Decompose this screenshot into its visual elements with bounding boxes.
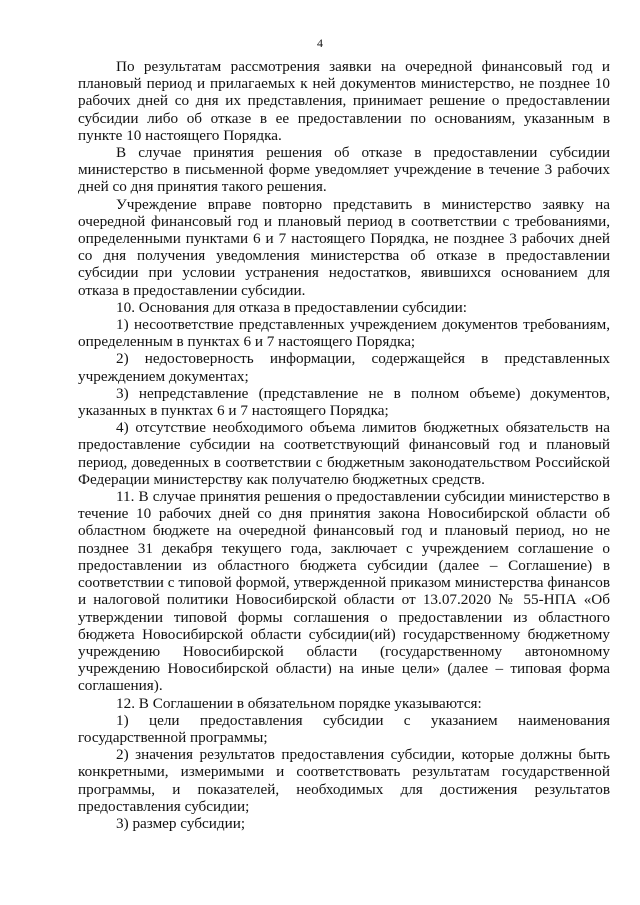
paragraph-section-11: 11. В случае принятия решения о предоставлении субсидии министерство в течение 10 рабочих дней со дня принятия закона Новосибирской области об областном бюджете на очередной финансовый год и плановый период, но не позднее 31 декабря текущего года, заключает с учреждением соглашение о предоставлении из областного бюджета субсидии (далее – Соглашение) в соответствии с типовой формой, утвержденной приказом министерства финансов и налоговой политики Новосибирской области от 13.07.2020 № 55-НПА «Об утверждении типовой формы соглашения о предоставлении из областного бюджета Новосибирской области субсидии(ий) государственному бюджетному учреждению Новосибирской области (государственному автономному учреждению Новосибирской области) на иные цели» (далее – типовая форма соглашения).	[78, 488, 610, 695]
paragraph-review-result: По результатам рассмотрения заявки на очередной финансовый год и плановый период и прилагаемых к ней документов министерство, не позднее 10 рабочих дней со дня их представления, принимает решение о предоставлении субсидии либо об отказе в ее предоставлении по основаниям, указанным в пункте 10 настоящего Порядка.	[78, 58, 610, 144]
list-item-10-2: 2) недостоверность информации, содержащейся в представленных учреждением документах;	[78, 350, 610, 385]
list-item-10-4: 4) отсутствие необходимого объема лимитов бюджетных обязательств на предоставление субсидии на соответствующий финансовый год и плановый период, доведенных в соответствии с бюджетным законодательством Российской Федерации министерству как получателю бюджетных средств.	[78, 419, 610, 488]
paragraph-section-10-heading: 10. Основания для отказа в предоставлении субсидии:	[116, 298, 467, 316]
list-item-12-3: 3) размер субсидии;	[116, 814, 246, 832]
page-number: 4	[317, 36, 323, 50]
paragraph-resubmission: Учреждение вправе повторно представить в министерство заявку на очередной финансовый год и плановый период в соответствии с требованиями, определенными пунктами 6 и 7 настоящего Порядка, не позднее 3 рабочих дней со дня получения уведомления министерства об отказе в предоставлении субсидии при условии устранения недостатков, явившихся основанием для отказа в предоставлении субсидии.	[78, 195, 610, 299]
list-item-10-1: 1) несоответствие представленных учреждением документов требованиям, определенным в пунктах 6 и 7 настоящего Порядка;	[78, 316, 610, 351]
list-item-12-1: 1) цели предоставления субсидии с указанием наименования государственной программы;	[78, 711, 610, 746]
paragraph-section-12-heading: 12. В Соглашении в обязательном порядке указываются:	[116, 694, 482, 712]
document-body	[78, 58, 610, 832]
list-item-10-3: 3) непредставление (представление не в полном объеме) документов, указанных в пунктах 6 и 7 настоящего Порядка;	[78, 384, 610, 420]
list-item-12-2: 2) значения результатов предоставления субсидии, которые должны быть конкретными, измеримыми и соответствовать результатам государственной программы, и показателей, необходимых для достижения результатов предоставления субсидии;	[78, 746, 610, 815]
paragraph-refusal-notice: В случае принятия решения об отказе в предоставлении субсидии министерство в письменной форме уведомляет учреждение в течение 3 рабочих дней со дня принятия такого решения.	[78, 144, 610, 196]
